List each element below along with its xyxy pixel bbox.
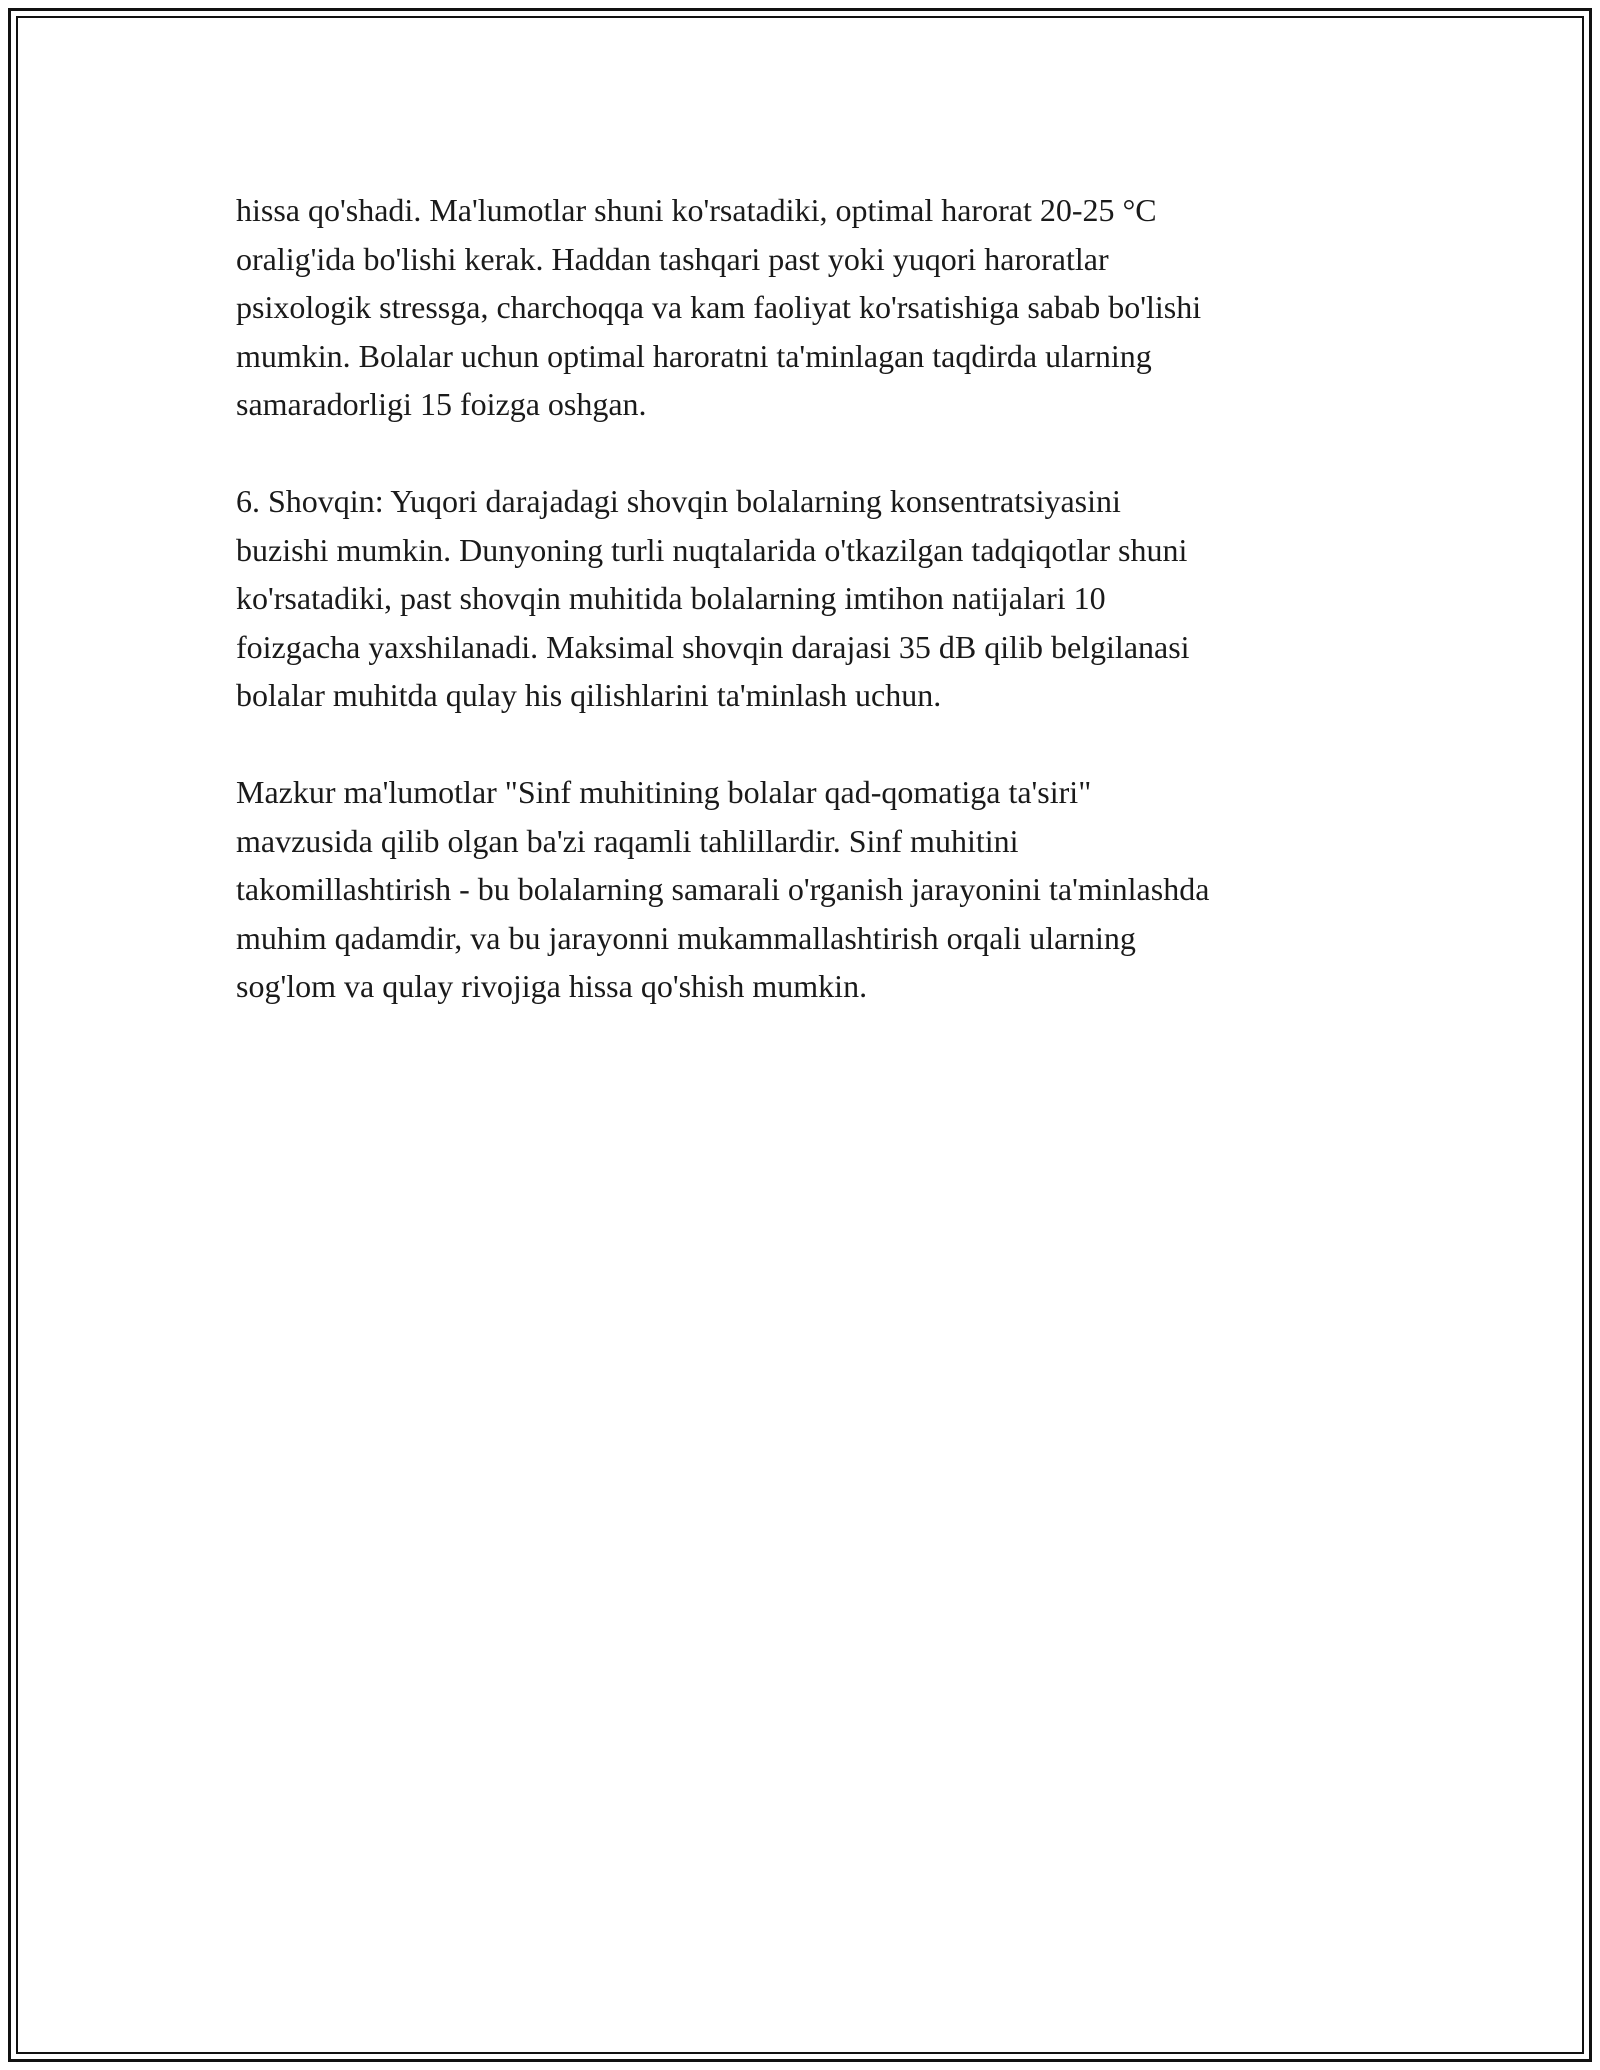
text-line: oralig'ida bo'lishi kerak. Haddan tashqari past yoki yuqori haroratlar (236, 240, 1109, 277)
text-line: hissa qo'shadi. Ma'lumotlar shuni ko'rsatadiki, optimal harorat 20-25 °C (236, 192, 1157, 228)
text-line: samaradorligi 15 foizga oshgan. (236, 386, 647, 422)
text-line: takomillashtirish - bu bolalarning samarali o'rganish jarayonini ta'minlashda (236, 871, 1210, 907)
paragraph-spacer (236, 720, 1366, 769)
paragraph-conclusion (236, 768, 1366, 1011)
text-line: mavzusida qilib olgan ba'zi raqamli tahlillardir. Sinf muhitini (236, 822, 1019, 859)
text-line: Mazkur ma'lumotlar "Sinf muhitining bolalar qad-qomatiga ta'siri" (236, 774, 1092, 810)
paragraph-temperature (236, 186, 1366, 429)
paragraph-spacer (236, 429, 1366, 478)
text-line: 6. Shovqin: Yuqori darajadagi shovqin bolalarning konsentratsiyasini (236, 483, 1121, 519)
text-line: sog'lom va qulay rivojiga hissa qo'shish mumkin. (236, 968, 868, 1004)
text-line: ko'rsatadiki, past shovqin muhitida bolalarning imtihon natijalari 10 (236, 580, 1106, 616)
text-line: muhim qadamdir, va bu jarayonni mukammallashtirish orqali ularning (236, 919, 1136, 956)
text-line: foizgacha yaxshilanadi. Maksimal shovqin darajasi 35 dB qilib belgilanasi (236, 628, 1190, 665)
document-body (236, 186, 1366, 1011)
text-line: psixologik stressga, charchoqqa va kam faoliyat ko'rsatishiga sabab bo'lishi (236, 289, 1202, 325)
text-line: bolalar muhitda qulay his qilishlarini ta'minlash uchun. (236, 677, 942, 713)
text-line: mumkin. Bolalar uchun optimal haroratni ta'minlagan taqdirda ularning (236, 337, 1152, 374)
paragraph-noise (236, 477, 1366, 720)
text-line: buzishi mumkin. Dunyoning turli nuqtalarida o'tkazilgan tadqiqotlar shuni (236, 531, 1188, 568)
